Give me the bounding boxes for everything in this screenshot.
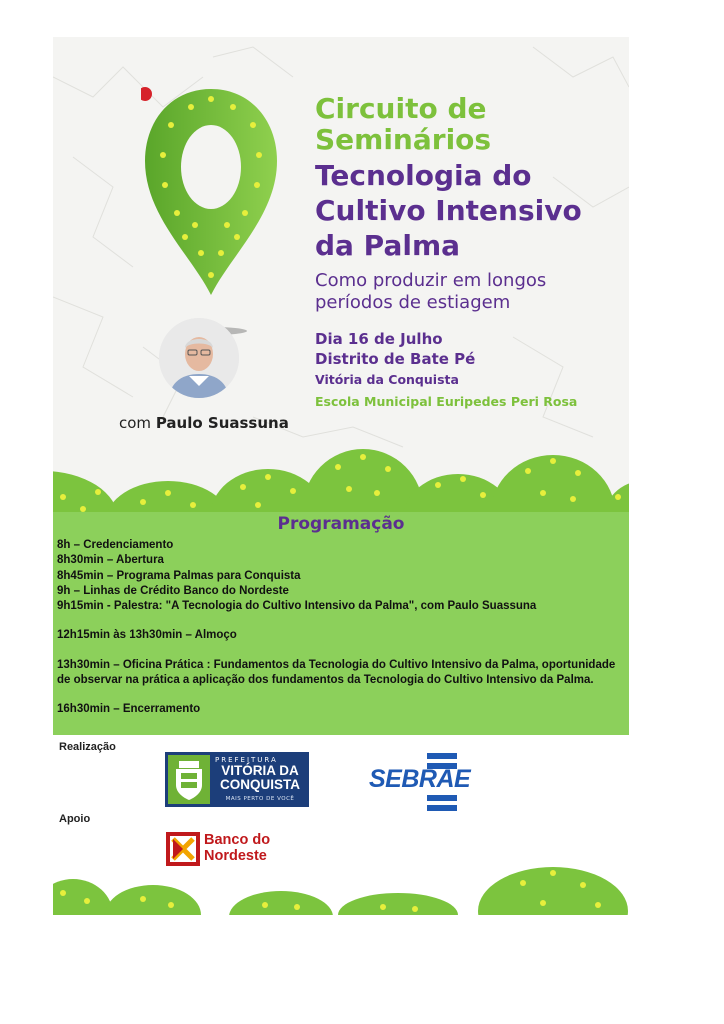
seminar-subtitle	[315, 270, 546, 314]
speaker-photo	[159, 318, 239, 398]
realizacao-label: Realização	[59, 741, 116, 753]
city-crest-icon	[168, 755, 210, 804]
event-date: Dia 16 de Julho	[315, 330, 443, 348]
subtitle-line2: períodos de estiagem	[315, 292, 511, 313]
bnb-line2: Nordeste	[204, 848, 267, 864]
prefeitura-tagline: MAIS PERTO DE VOCÊ	[225, 796, 295, 802]
speaker-portrait-icon	[159, 318, 239, 398]
cactus-row-decoration	[53, 447, 629, 522]
event-poster	[53, 37, 629, 915]
cactus-pin-icon	[141, 85, 281, 345]
schedule-item: 9h15min - Palestra: "A Tecnologia do Cultivo Intensivo da Palma", com Paulo Suassuna	[57, 600, 537, 613]
program-title: Programação	[277, 514, 405, 534]
speaker-prefix: com	[119, 414, 152, 432]
prefeitura-logo	[165, 752, 309, 807]
schedule-item: 16h30min – Encerramento	[57, 703, 201, 716]
seminar-title-line1: Tecnologia do	[315, 159, 532, 192]
program-schedule	[57, 538, 625, 718]
bnb-line1: Banco do	[204, 832, 271, 848]
event-venue: Escola Municipal Euripedes Peri Rosa	[315, 394, 578, 409]
event-date-location	[315, 329, 475, 369]
schedule-item: 9h – Linhas de Crédito Banco do Nordeste	[57, 584, 289, 597]
seminar-title	[315, 158, 582, 263]
event-district: Distrito de Bate Pé	[315, 350, 476, 368]
program-section	[53, 512, 629, 735]
series-title-line1: Circuito de	[315, 92, 487, 125]
series-title	[315, 93, 491, 155]
subtitle-line1: Como produzir em longos	[315, 270, 547, 291]
bottom-cactus-row-decoration	[53, 863, 629, 915]
prefeitura-label: PREFEITURA	[215, 756, 278, 764]
speaker-name: Paulo Suassuna	[155, 414, 289, 432]
banco-do-nordeste-logo	[204, 832, 270, 864]
speaker-credit	[119, 414, 289, 432]
seminar-title-line2: Cultivo Intensivo	[315, 194, 582, 227]
sponsors-section	[53, 735, 629, 915]
sebrae-logo: SEBRAE	[369, 765, 471, 793]
event-city: Vitória da Conquista	[315, 372, 459, 387]
schedule-item: 12h15min às 13h30min – Almoço	[57, 629, 237, 642]
schedule-item: 8h – Credenciamento	[57, 539, 174, 551]
prefeitura-name-line2: CONQUISTA	[220, 777, 300, 792]
seminar-title-line3: da Palma	[315, 229, 461, 262]
series-title-line2: Seminários	[315, 123, 492, 156]
apoio-label: Apoio	[59, 813, 91, 825]
prefeitura-city-name	[213, 764, 307, 792]
banco-do-nordeste-icon	[165, 831, 201, 867]
schedule-item: 13h30min – Oficina Prática : Fundamentos da Tecnologia do Cultivo Intensivo da Palma, oportunidade de observar na prática a aplicação dos fundamentos da Tecnologia do Cultivo Intensivo da Palma.	[57, 658, 616, 687]
schedule-item: 8h30min – Abertura	[57, 554, 164, 567]
schedule-item: 8h45min – Programa Palmas para Conquista	[57, 569, 301, 582]
prefeitura-name-line1: VITÓRIA DA	[221, 763, 299, 778]
